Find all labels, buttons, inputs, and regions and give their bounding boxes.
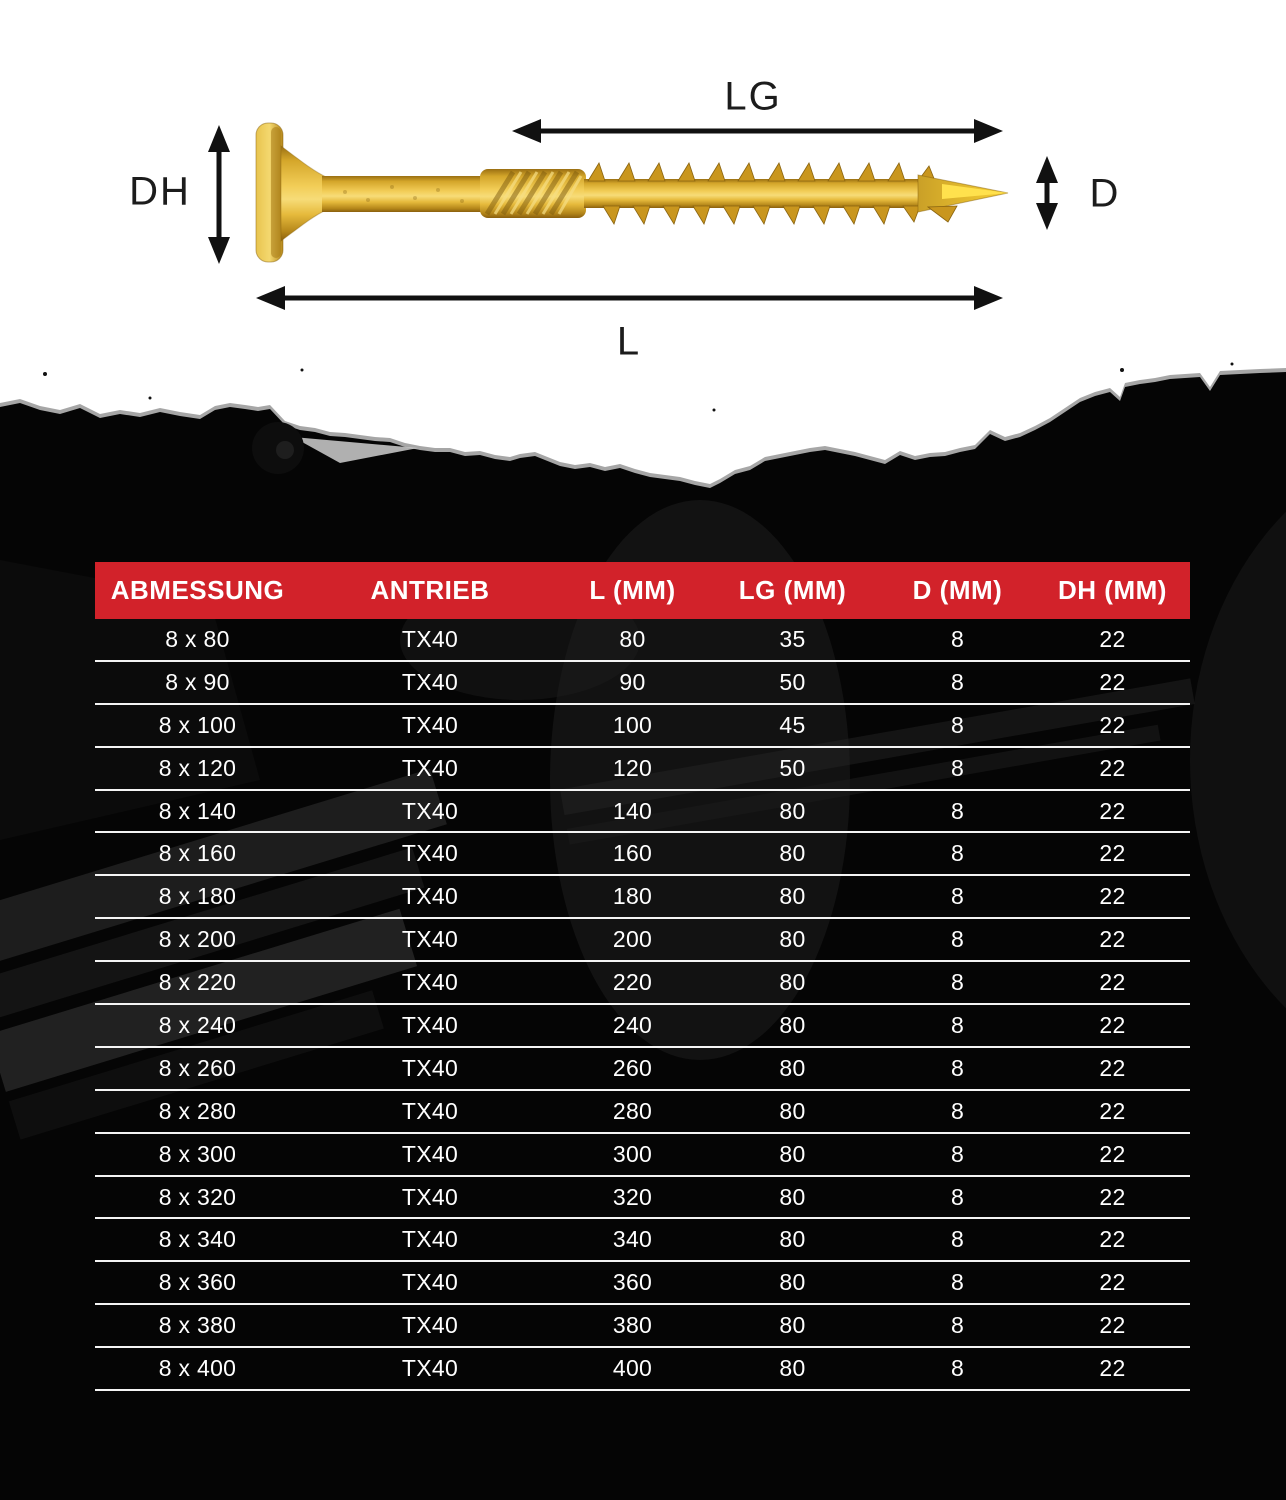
table-row bbox=[95, 919, 1190, 962]
table-row bbox=[95, 1305, 1190, 1348]
table-cell: 22 bbox=[1099, 754, 1126, 781]
table-cell: 80 bbox=[779, 1011, 806, 1038]
header-cell-1: ANTRIEB bbox=[370, 575, 490, 605]
table-cell: 160 bbox=[612, 840, 653, 867]
table-row bbox=[95, 1262, 1190, 1305]
table-cell: 22 bbox=[1099, 969, 1126, 996]
label-l: L bbox=[616, 319, 642, 364]
table-row bbox=[95, 748, 1190, 791]
table-cell: 80 bbox=[779, 1183, 806, 1210]
table-cell: TX40 bbox=[401, 1140, 459, 1167]
table-row bbox=[95, 705, 1190, 748]
table-cell: 8 x 260 bbox=[158, 1054, 237, 1081]
table-row bbox=[95, 833, 1190, 876]
table-cell: 8 x 220 bbox=[158, 969, 237, 996]
screw-neck bbox=[281, 146, 326, 241]
table-cell: TX40 bbox=[401, 969, 459, 996]
table-row bbox=[95, 1219, 1190, 1262]
table-cell: 8 bbox=[950, 711, 965, 738]
table-cell: 22 bbox=[1099, 840, 1126, 867]
table-cell: 8 bbox=[950, 1269, 965, 1296]
table-cell: 80 bbox=[779, 969, 806, 996]
table-cell: 90 bbox=[619, 668, 646, 695]
table-cell: 22 bbox=[1099, 625, 1126, 652]
table-cell: 8 x 320 bbox=[158, 1183, 237, 1210]
dimension-arrows bbox=[208, 119, 1058, 310]
table-cell: TX40 bbox=[401, 926, 459, 953]
table-cell: 22 bbox=[1099, 1355, 1126, 1382]
label-d: D bbox=[1089, 171, 1121, 216]
screw-milling-section bbox=[480, 169, 586, 218]
table-cell: TX40 bbox=[401, 1097, 459, 1124]
table-cell: 22 bbox=[1099, 711, 1126, 738]
table-cell: TX40 bbox=[401, 625, 459, 652]
arrow-lg bbox=[512, 119, 1003, 143]
table-cell: 45 bbox=[779, 711, 806, 738]
table-cell: 80 bbox=[619, 625, 646, 652]
table-cell: 80 bbox=[779, 840, 806, 867]
table-cell: 8 bbox=[950, 926, 965, 953]
table-cell: TX40 bbox=[401, 1269, 459, 1296]
label-dh: DH bbox=[129, 169, 191, 214]
table-cell: 120 bbox=[612, 754, 653, 781]
table-cell: 260 bbox=[612, 1054, 653, 1081]
table-cell: TX40 bbox=[401, 797, 459, 824]
table-cell: TX40 bbox=[401, 840, 459, 867]
table-body bbox=[95, 619, 1190, 1391]
table-cell: 80 bbox=[779, 926, 806, 953]
table-cell: TX40 bbox=[401, 883, 459, 910]
table-cell: 320 bbox=[612, 1183, 653, 1210]
table-cell: 8 x 400 bbox=[158, 1355, 237, 1382]
table-row bbox=[95, 791, 1190, 834]
table-cell: 8 bbox=[950, 754, 965, 781]
table-cell: 100 bbox=[612, 711, 653, 738]
table-row bbox=[95, 662, 1190, 705]
table-cell: 8 x 180 bbox=[158, 883, 237, 910]
table-row bbox=[95, 1091, 1190, 1134]
spec-table bbox=[95, 562, 1190, 1391]
table-cell: TX40 bbox=[401, 1226, 459, 1253]
table-cell: 8 bbox=[950, 969, 965, 996]
table-cell: 8 bbox=[950, 840, 965, 867]
table-cell: 50 bbox=[779, 754, 806, 781]
table-cell: TX40 bbox=[401, 1312, 459, 1339]
table-cell: 8 x 360 bbox=[158, 1269, 237, 1296]
table-cell: 22 bbox=[1099, 883, 1126, 910]
table-cell: 22 bbox=[1099, 926, 1126, 953]
table-cell: 80 bbox=[779, 797, 806, 824]
table-row bbox=[95, 1005, 1190, 1048]
table-cell: 8 x 200 bbox=[158, 926, 237, 953]
table-cell: 80 bbox=[779, 1140, 806, 1167]
table-cell: TX40 bbox=[401, 1011, 459, 1038]
table-cell: 8 bbox=[950, 883, 965, 910]
table-cell: 360 bbox=[612, 1269, 653, 1296]
table-cell: 8 x 140 bbox=[158, 797, 237, 824]
table-cell: 80 bbox=[779, 1054, 806, 1081]
table-cell: 8 x 160 bbox=[158, 840, 237, 867]
arrow-l bbox=[256, 286, 1003, 310]
table-cell: 8 x 280 bbox=[158, 1097, 237, 1124]
table-cell: 8 bbox=[950, 1355, 965, 1382]
arrow-d bbox=[1036, 156, 1058, 230]
table-row bbox=[95, 876, 1190, 919]
header-cell-0: ABMESSUNG bbox=[110, 575, 285, 605]
table-cell: TX40 bbox=[401, 668, 459, 695]
table-row bbox=[95, 962, 1190, 1005]
table-cell: 8 x 300 bbox=[158, 1140, 237, 1167]
table-cell: 8 x 80 bbox=[165, 625, 230, 652]
table-cell: 22 bbox=[1099, 668, 1126, 695]
table-cell: 22 bbox=[1099, 1097, 1126, 1124]
table-cell: 280 bbox=[612, 1097, 653, 1124]
table-cell: TX40 bbox=[401, 1054, 459, 1081]
table-row bbox=[95, 1177, 1190, 1220]
table-cell: 80 bbox=[779, 1312, 806, 1339]
table-cell: 22 bbox=[1099, 797, 1126, 824]
table-cell: 180 bbox=[612, 883, 653, 910]
table-cell: 22 bbox=[1099, 1054, 1126, 1081]
table-header bbox=[95, 562, 1190, 619]
table-cell: 8 x 240 bbox=[158, 1011, 237, 1038]
table-cell: 8 bbox=[950, 1226, 965, 1253]
table-cell: 8 x 340 bbox=[158, 1226, 237, 1253]
table-cell: 8 x 90 bbox=[165, 668, 230, 695]
table-cell: 8 x 100 bbox=[158, 711, 237, 738]
screw-image bbox=[256, 123, 1008, 262]
table-row bbox=[95, 1048, 1190, 1091]
table-row bbox=[95, 1134, 1190, 1177]
table-cell: 80 bbox=[779, 1226, 806, 1253]
header-cell-5: DH (MM) bbox=[1058, 575, 1167, 605]
table-cell: TX40 bbox=[401, 711, 459, 738]
screw-shank bbox=[322, 176, 484, 212]
arrow-dh bbox=[208, 125, 230, 264]
table-cell: 50 bbox=[779, 668, 806, 695]
table-cell: 8 bbox=[950, 1312, 965, 1339]
header-cell-2: L (MM) bbox=[589, 575, 676, 605]
table-cell: 300 bbox=[612, 1140, 653, 1167]
table-cell: 240 bbox=[612, 1011, 653, 1038]
paper-specks bbox=[43, 363, 1234, 412]
screw-thread-core bbox=[584, 179, 926, 208]
table-cell: 8 x 380 bbox=[158, 1312, 237, 1339]
table-cell: 80 bbox=[779, 883, 806, 910]
table-cell: TX40 bbox=[401, 754, 459, 781]
table-cell: 8 bbox=[950, 797, 965, 824]
table-cell: 80 bbox=[779, 1269, 806, 1296]
table-cell: 22 bbox=[1099, 1226, 1126, 1253]
table-cell: TX40 bbox=[401, 1355, 459, 1382]
table-cell: 22 bbox=[1099, 1140, 1126, 1167]
table-cell: TX40 bbox=[401, 1183, 459, 1210]
table-cell: 400 bbox=[612, 1355, 653, 1382]
table-cell: 8 bbox=[950, 1097, 965, 1124]
table-cell: 8 bbox=[950, 1011, 965, 1038]
table-cell: 80 bbox=[779, 1097, 806, 1124]
table-cell: 220 bbox=[612, 969, 653, 996]
table-cell: 140 bbox=[612, 797, 653, 824]
table-cell: 380 bbox=[612, 1312, 653, 1339]
table-cell: 22 bbox=[1099, 1269, 1126, 1296]
table-cell: 35 bbox=[779, 625, 806, 652]
table-cell: 8 bbox=[950, 1054, 965, 1081]
table-cell: 22 bbox=[1099, 1312, 1126, 1339]
label-lg: LG bbox=[724, 74, 782, 119]
header-cell-4: D (MM) bbox=[912, 575, 1003, 605]
table-row bbox=[95, 1348, 1190, 1391]
table-cell: 22 bbox=[1099, 1011, 1126, 1038]
header-cell-3: LG (MM) bbox=[738, 575, 847, 605]
table-cell: 200 bbox=[612, 926, 653, 953]
table-row bbox=[95, 619, 1190, 662]
table-cell: 80 bbox=[779, 1355, 806, 1382]
table-cell: 340 bbox=[612, 1226, 653, 1253]
table-cell: 8 x 120 bbox=[158, 754, 237, 781]
table-cell: 8 bbox=[950, 1140, 965, 1167]
table-cell: 8 bbox=[950, 625, 965, 652]
table-cell: 8 bbox=[950, 1183, 965, 1210]
table-cell: 22 bbox=[1099, 1183, 1126, 1210]
screw-tip bbox=[918, 175, 1008, 222]
table-cell: 8 bbox=[950, 668, 965, 695]
